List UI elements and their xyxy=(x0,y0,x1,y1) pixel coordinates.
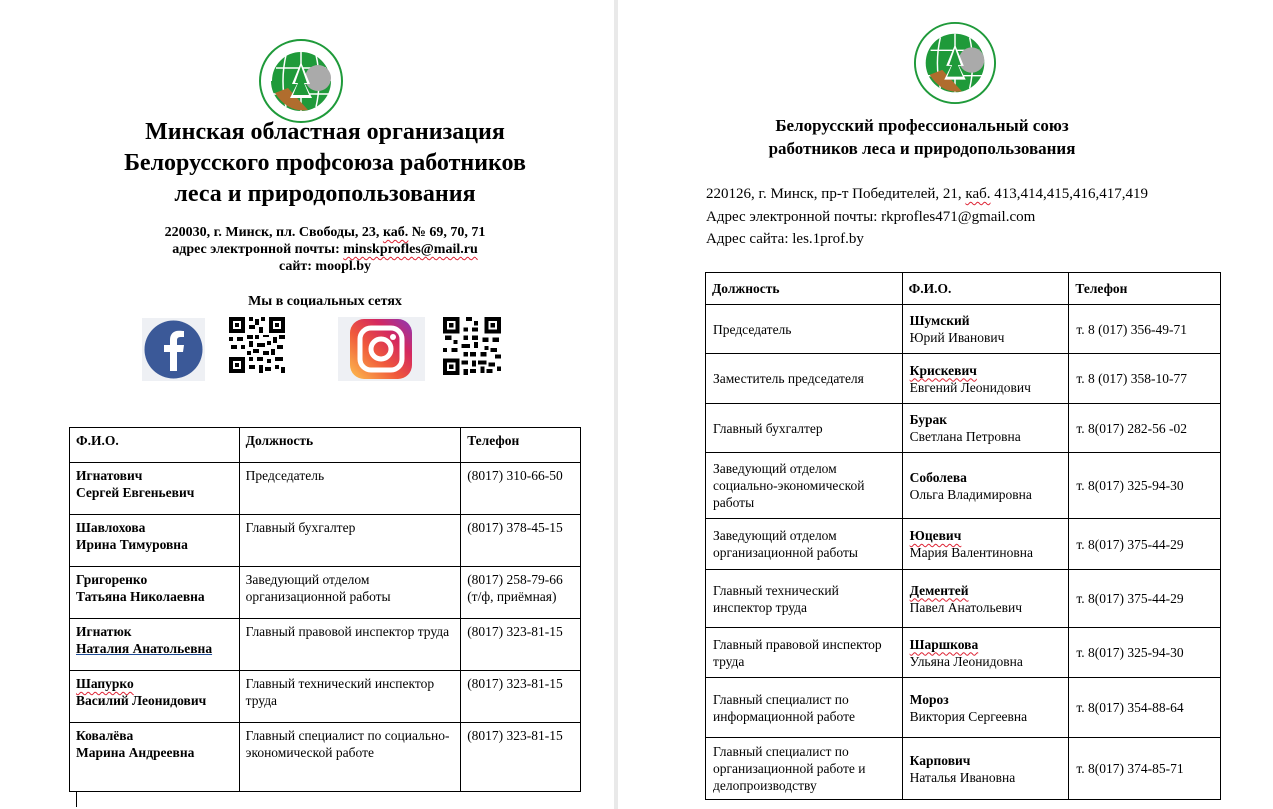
table-row xyxy=(70,671,581,723)
table-row xyxy=(706,738,1221,800)
person-name-cell xyxy=(902,305,1069,354)
table-row xyxy=(706,570,1221,628)
surname: Шаршкова xyxy=(909,636,979,652)
document-page-left xyxy=(0,0,614,809)
right-address xyxy=(706,183,1226,251)
person-name-cell xyxy=(70,619,240,671)
table-row xyxy=(70,567,581,619)
right-contacts-table xyxy=(705,272,1221,800)
given-names: Марина Андреевна xyxy=(76,745,195,760)
position-cell: Главный бухгалтер xyxy=(239,515,461,567)
site-line: сайт: moopl.by xyxy=(278,259,372,274)
union-logo-icon xyxy=(258,38,344,124)
surname: Шапурко xyxy=(76,676,134,691)
phone-cell: т. 8 (017) 356-49-71 xyxy=(1069,305,1221,354)
column-header: Ф.И.О. xyxy=(902,273,1069,305)
email-label: адрес электронной почты: xyxy=(172,242,344,257)
phone-cell xyxy=(461,567,581,619)
address-text: 413,414,415,416,417,419 xyxy=(990,186,1149,202)
person-name-cell xyxy=(902,354,1069,404)
instagram-icon[interactable] xyxy=(338,317,425,381)
address-text: 220126, г. Минск, пр-т Победителей, 21, xyxy=(706,186,966,202)
person-name-cell xyxy=(902,628,1069,678)
given-names: Наталия Анатольевна xyxy=(76,641,213,656)
phone-cell: (8017) 323-81-15 xyxy=(461,723,581,792)
surname: Мороз xyxy=(909,691,949,707)
surname: Карпович xyxy=(909,752,971,768)
given-names: Виктория Сергеевна xyxy=(909,708,1028,724)
table-row xyxy=(70,619,581,671)
given-names: Ульяна Леонидовна xyxy=(909,653,1023,669)
person-name-cell xyxy=(902,404,1069,453)
surname: Дементей xyxy=(909,582,969,598)
table-row xyxy=(706,678,1221,738)
text-cursor xyxy=(76,792,77,807)
address-kab: каб. xyxy=(382,225,409,240)
right-title xyxy=(698,114,1146,160)
position-cell: Главный правовой инспектор труда xyxy=(239,619,461,671)
qr-code-icon xyxy=(229,317,285,373)
surname: Бурак xyxy=(909,412,948,427)
position-cell: Заведующий отделом социально-экономической работы xyxy=(706,453,903,519)
given-names: Татьяна Николаевна xyxy=(76,589,205,604)
surname: Игнатюк xyxy=(76,624,132,639)
site-line: Адрес сайта: les.1prof.by xyxy=(706,231,864,247)
position-cell: Председатель xyxy=(239,463,461,515)
address-text: № 69, 70, 71 xyxy=(408,225,486,240)
person-name-cell xyxy=(70,463,240,515)
phone-cell: (8017) 310-66-50 xyxy=(461,463,581,515)
phone-cell: т. 8 (017) 358-10-77 xyxy=(1069,354,1221,404)
phone-cell: т. 8(017) 325-94-30 xyxy=(1069,628,1221,678)
surname: Крискевич xyxy=(909,362,977,378)
column-header: Должность xyxy=(706,273,903,305)
given-names: Юрий Иванович xyxy=(909,330,1005,345)
position-cell: Главный специалист по организационной работе и делопроизводству xyxy=(706,738,903,800)
email-link[interactable]: minskprofles@mail.ru xyxy=(343,242,478,257)
person-name-cell xyxy=(902,570,1069,628)
facebook-icon[interactable] xyxy=(142,318,205,381)
qr-code-icon xyxy=(443,317,501,375)
position-cell: Заведующий отделом организационной работы xyxy=(706,519,903,570)
position-cell: Председатель xyxy=(706,305,903,354)
table-row xyxy=(706,519,1221,570)
surname: Шавлохова xyxy=(76,520,146,535)
right-title-line: Белорусский профессиональный союз xyxy=(775,116,1069,135)
phone-cell: т. 8(017) 375-44-29 xyxy=(1069,519,1221,570)
given-names: Ирина Тимуровна xyxy=(76,537,188,552)
given-names: Павел Анатольевич xyxy=(909,599,1022,615)
phone-cell: (8017) 378-45-15 xyxy=(461,515,581,567)
position-cell: Главный специалист по социально-экономической работе xyxy=(239,723,461,792)
position-cell: Главный бухгалтер xyxy=(706,404,903,453)
position-cell: Главный специалист по информационной работе xyxy=(706,678,903,738)
table-row xyxy=(706,628,1221,678)
surname: Соболева xyxy=(909,469,967,485)
person-name-cell xyxy=(70,515,240,567)
phone-cell: т. 8(017) 375-44-29 xyxy=(1069,570,1221,628)
given-names: Ольга Владимировна xyxy=(909,486,1032,502)
position-cell: Главный правовой инспектор труда xyxy=(706,628,903,678)
right-title-line: работников леса и природопользования xyxy=(768,139,1076,158)
person-name-cell xyxy=(902,678,1069,738)
table-row xyxy=(706,453,1221,519)
left-title-line: Белорусского профсоюза работников xyxy=(124,150,526,176)
table-row xyxy=(706,305,1221,354)
person-name-cell xyxy=(902,453,1069,519)
given-names: Мария Валентиновна xyxy=(909,545,1033,560)
phone-cell: (8017) 323-81-15 xyxy=(461,619,581,671)
table-row xyxy=(70,515,581,567)
given-names: Василий Леонидович xyxy=(76,693,207,708)
person-name-cell xyxy=(902,738,1069,800)
given-names: Сергей Евгеньевич xyxy=(76,485,195,500)
social-heading: Мы в социальных сетях xyxy=(248,294,402,309)
email-line: Адрес электронной почты: rkprofles471@gmail.com xyxy=(706,208,1036,225)
position-cell: Главный технический инспектор труда xyxy=(239,671,461,723)
column-header: Телефон xyxy=(461,428,581,463)
given-names: Светлана Петровна xyxy=(909,429,1021,444)
table-row xyxy=(70,723,581,792)
left-address xyxy=(65,224,585,275)
phone-cell: (8017) 323-81-15 xyxy=(461,671,581,723)
column-header: Должность xyxy=(239,428,461,463)
address-text: 220030, г. Минск, пл. Свободы, 23, xyxy=(164,225,383,240)
phone-cell: т. 8(017) 374-85-71 xyxy=(1069,738,1221,800)
surname: Игнатович xyxy=(76,468,143,483)
left-title-line: леса и природопользования xyxy=(174,181,476,207)
table-header-row xyxy=(70,428,581,463)
phone-cell: т. 8(017) 354-88-64 xyxy=(1069,678,1221,738)
table-row xyxy=(70,463,581,515)
surname: Григоренко xyxy=(76,572,148,587)
column-header: Телефон xyxy=(1069,273,1221,305)
person-name-cell xyxy=(70,723,240,792)
table-header-row xyxy=(706,273,1221,305)
table-row xyxy=(706,354,1221,404)
surname: Юцевич xyxy=(909,528,962,543)
position-cell: Главный технический инспектор труда xyxy=(706,570,903,628)
phone-note: (т/ф, приёмная) xyxy=(467,589,557,604)
phone: (8017) 258-79-66 xyxy=(467,572,563,587)
phone-cell: т. 8(017) 325-94-30 xyxy=(1069,453,1221,519)
address-kab: каб. xyxy=(965,186,991,202)
left-title-line: Минская областная организация xyxy=(145,119,505,145)
column-header: Ф.И.О. xyxy=(70,428,240,463)
person-name-cell xyxy=(70,671,240,723)
position-cell: Заместитель председателя xyxy=(706,354,903,404)
left-title xyxy=(65,117,585,210)
person-name-cell xyxy=(902,519,1069,570)
surname: Шумский xyxy=(909,313,970,328)
phone-cell: т. 8(017) 282-56 -02 xyxy=(1069,404,1221,453)
given-names: Евгений Леонидович xyxy=(909,379,1031,395)
position-cell: Заведующий отделом организационной работы xyxy=(239,567,461,619)
document-page-right xyxy=(618,0,1273,809)
left-contacts-table xyxy=(69,427,581,792)
given-names: Наталья Ивановна xyxy=(909,769,1016,785)
surname: Ковалёва xyxy=(76,728,134,743)
table-row xyxy=(706,404,1221,453)
person-name-cell xyxy=(70,567,240,619)
union-logo-icon xyxy=(913,21,997,105)
